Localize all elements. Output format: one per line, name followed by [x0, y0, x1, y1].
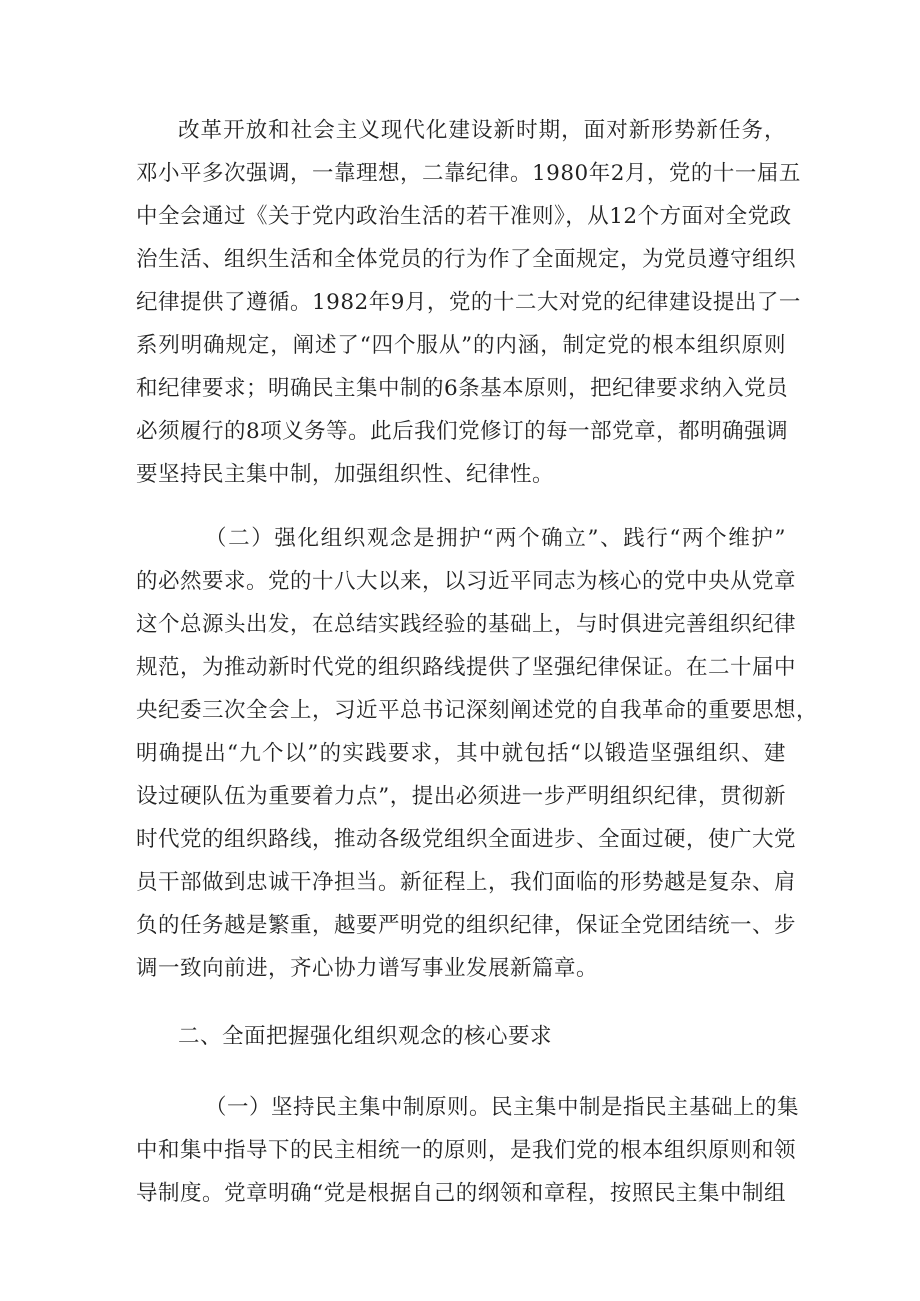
paragraph-2-line-4: 规范，为推动新时代党的组织路线提供了坚强纪律保证。在二十届中 [136, 655, 797, 680]
paragraph-3-line-1: （一）坚持民主集中制原则。民主集中制是指民主基础上的集 [205, 1095, 800, 1120]
paragraph-2-line-7: 设过硬队伍为重要着力点”，提出必须进一步严明组织纪律，贯彻新 [136, 784, 786, 809]
paragraph-2-line-10: 负的任务越是繁重，越要严明党的组织纪律，保证全党团结统一、步 [136, 913, 797, 938]
paragraph-1-line-1: 改革开放和社会主义现代化建设新时期，面对新形势新任务， [178, 118, 786, 143]
paragraph-2-line-2: 的必然要求。党的十八大以来，以习近平同志为核心的党中央从党章 [136, 569, 797, 594]
paragraph-1-line-4: 治生活、组织生活和全体党员的行为作了全面规定，为党员遵守组织 [136, 247, 797, 272]
paragraph-1-line-2: 邓小平多次强调，一靠理想，二靠纪律。1980年2月，党的十一届五 [136, 161, 801, 186]
paragraph-3-line-2: 中和集中指导下的民主相统一的原则，是我们党的根本组织原则和领 [136, 1138, 797, 1163]
paragraph-2-line-1: （二）强化组织观念是拥护“两个确立”、践行“两个维护” [205, 526, 786, 551]
section-heading: 二、全面把握强化组织观念的核心要求 [178, 1024, 553, 1049]
paragraph-1-line-6: 系列明确规定，阐述了“四个服从”的内涵，制定党的根本组织原则 [136, 333, 786, 358]
paragraph-2-line-8: 时代党的组织路线，推动各级党组织全面进步、全面过硬，使广大党 [136, 827, 797, 852]
paragraph-2-line-9: 员干部做到忠诚干净担当。新征程上，我们面临的形势越是复杂、肩 [136, 870, 797, 895]
paragraph-1-line-8: 必须履行的8项义务等。此后我们党修订的每一部党章，都明确强调 [136, 419, 789, 444]
paragraph-2-line-6: 明确提出“九个以”的实践要求，其中就包括“以锻造坚强组织、建 [136, 741, 786, 766]
paragraph-1-line-7: 和纪律要求；明确民主集中制的6条基本原则，把纪律要求纳入党员 [136, 376, 789, 401]
paragraph-2-line-11: 调一致向前进，齐心协力谱写事业发展新篇章。 [136, 956, 599, 981]
paragraph-1-line-9: 要坚持民主集中制，加强组织性、纪律性。 [136, 462, 555, 487]
paragraph-2-line-5: 央纪委三次全会上，习近平总书记深刻阐述党的自我革命的重要思想， [136, 698, 819, 723]
paragraph-3-line-3: 导制度。党章明确“党是根据自己的纲领和章程，按照民主集中制组 [136, 1181, 786, 1206]
paragraph-1-line-5: 纪律提供了遵循。1982年9月，党的十二大对党的纪律建设提出了一 [136, 290, 801, 315]
paragraph-1-line-3: 中全会通过《关于党内政治生活的若干准则》，从12个方面对全党政 [136, 204, 792, 229]
paragraph-2-line-3: 这个总源头出发，在总结实践经验的基础上，与时俱进完善组织纪律 [136, 612, 797, 637]
